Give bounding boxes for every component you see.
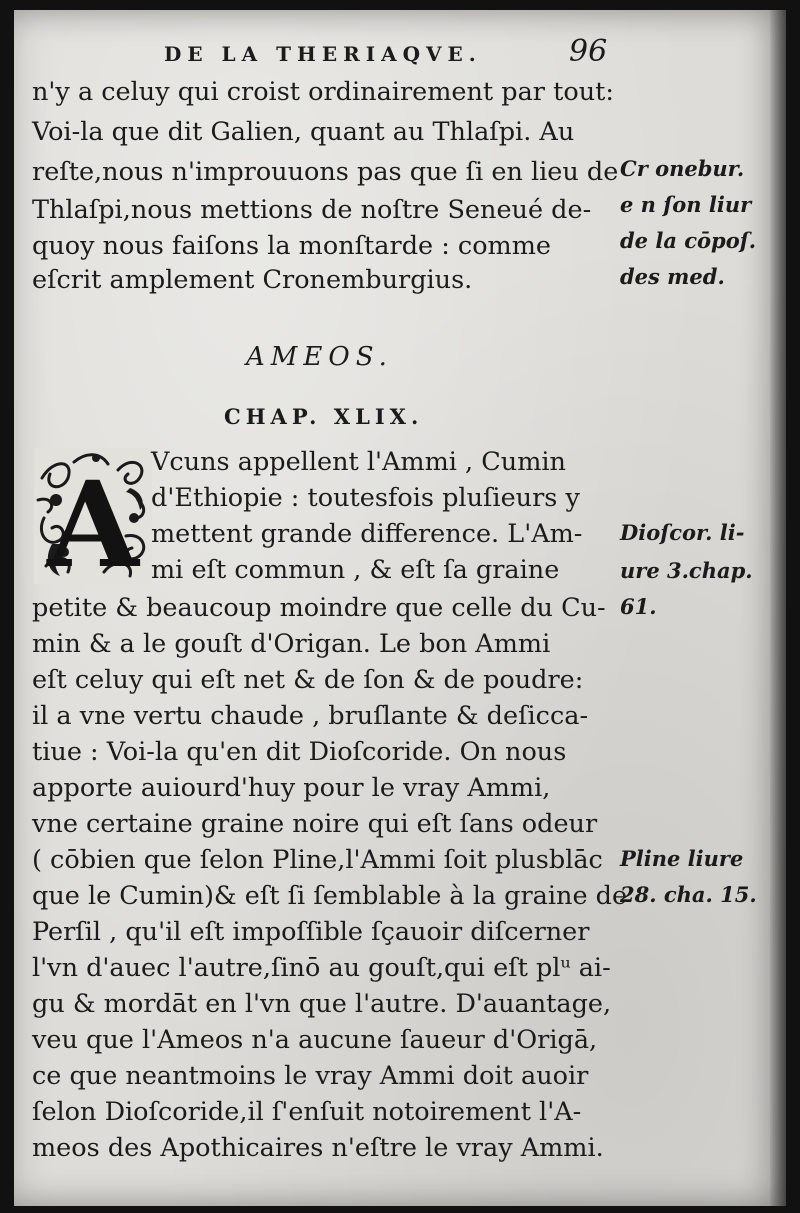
margin-note: Pline liure: [620, 846, 744, 871]
text-line: meos des Apothicaires n'eſtre le vray Ammi.: [32, 1133, 604, 1163]
section-title: AMEOS.: [246, 342, 393, 372]
margin-note: e n ſon liur: [620, 192, 752, 217]
margin-note: Cr onebur.: [620, 156, 745, 181]
text-line: ſelon Dioſcoride,il ſ'enſuit notoirement l'A-: [32, 1097, 582, 1127]
text-line: ( cōbien que ſelon Pline,l'Ammi ſoit plusblāc: [32, 845, 603, 875]
text-line: Vcuns appellent l'Ammi , Cumin: [151, 447, 566, 477]
text-line: apporte auiourd'huy pour le vray Ammi,: [32, 773, 551, 803]
text-line: n'y a celuy qui croist ordinairement par tout:: [32, 77, 614, 107]
running-head: DE LA THERIAQVE.: [164, 42, 482, 66]
text-line: Voi-la que dit Galien, quant au Thlaſpi. Au: [32, 117, 575, 147]
text-line: vne certaine graine noire qui eſt ſans odeur: [32, 809, 598, 839]
margin-note: de la cōpoſ.: [620, 228, 757, 253]
margin-note: des med.: [620, 264, 725, 289]
margin-note: ure 3.chap.: [620, 558, 753, 583]
text-line: quoy nous faiſons la monſtarde : comme: [32, 231, 552, 261]
text-line: il a vne vertu chaude , bruſlante & deſicca-: [32, 701, 589, 731]
margin-note: 61.: [620, 594, 657, 619]
text-line: petite & beaucoup moindre que celle du Cu-: [32, 593, 606, 623]
text-line: l'vn d'auec l'autre,ſinō au gouſt,qui eſt plᵘ ai-: [32, 953, 611, 983]
text-line: Thlaſpi,nous mettions de noſtre Seneué de-: [32, 195, 592, 225]
text-line: mettent grande difference. L'Am-: [151, 519, 583, 549]
text-line: veu que l'Ameos n'a aucune ſaueur d'Origā,: [32, 1025, 598, 1055]
margin-note: Dioſcor. li-: [620, 520, 745, 545]
text-line: min & a le gouſt d'Origan. Le bon Ammi: [32, 629, 551, 659]
text-line: reſte,nous n'improuuons pas que ſi en lieu de: [32, 157, 619, 187]
text-line: que le Cumin)& eſt ſi ſemblable à la graine de: [32, 881, 628, 911]
margin-note: 28. cha. 15.: [620, 882, 757, 907]
text-line: mi eſt commun , & eſt ſa graine: [151, 555, 560, 585]
text-line: eſcrit amplement Cronemburgius.: [32, 265, 473, 295]
text-line: Perſil , qu'il eſt impoſſible ſçauoir diſcerner: [32, 917, 590, 947]
text-line: eſt celuy qui eſt net & de ſon & de poudre:: [32, 665, 584, 695]
text-line: tiue : Voi-la qu'en dit Dioſcoride. On nous: [32, 737, 567, 767]
text-line: d'Ethiopie : toutesfois pluſieurs y: [151, 483, 580, 513]
page-number: 96: [569, 34, 608, 69]
text-line: gu & mordāt en l'vn que l'autre. D'auantage,: [32, 989, 612, 1019]
chapter-heading: CHAP. XLIX.: [224, 404, 424, 429]
drop-cap-letter: A: [47, 455, 139, 584]
book-page: [14, 10, 786, 1206]
ornamental-drop-cap: [34, 448, 152, 584]
page-gutter-shadow: [770, 10, 786, 1206]
text-line: ce que neantmoins le vray Ammi doit auoir: [32, 1061, 589, 1091]
